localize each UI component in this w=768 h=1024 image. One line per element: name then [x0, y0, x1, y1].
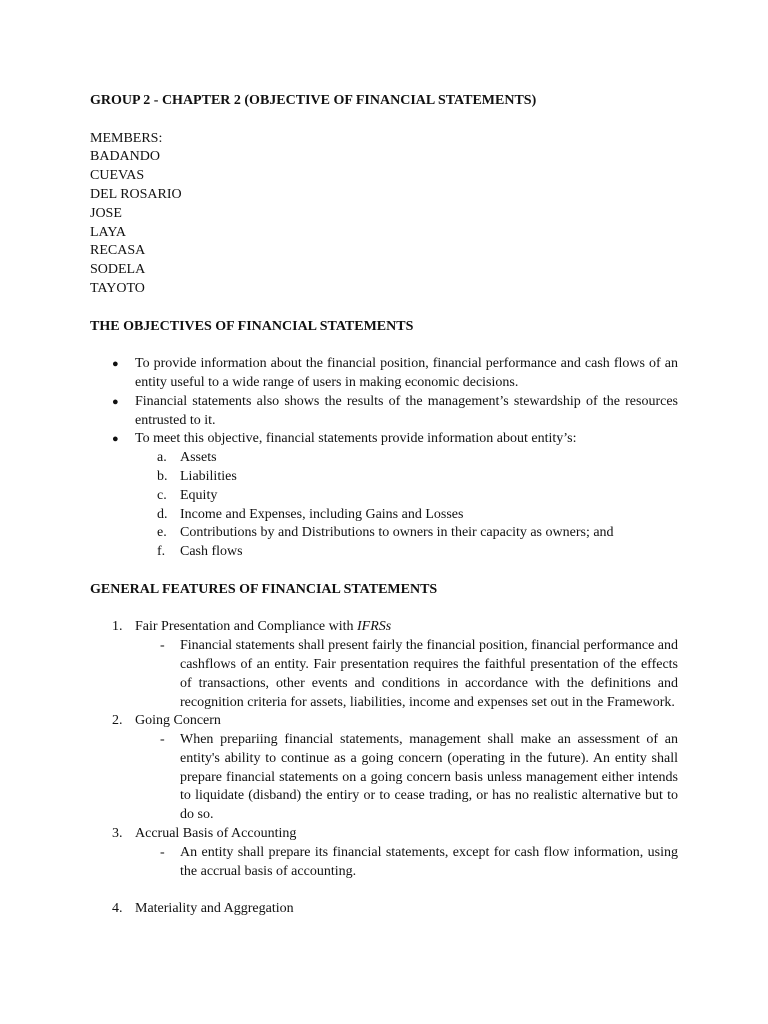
- sub-item-text: Equity: [180, 487, 218, 503]
- dash-marker: -: [160, 638, 165, 654]
- feature-title: Fair Presentation and Compliance with: [135, 619, 358, 635]
- list-item: [135, 543, 678, 562]
- member-name: RECASA: [90, 243, 146, 259]
- list-number: 2.: [112, 713, 123, 729]
- list-marker: e.: [157, 525, 167, 541]
- list-marker: c.: [157, 487, 167, 503]
- member-name: CUEVAS: [90, 168, 145, 184]
- dash-marker: -: [160, 844, 165, 860]
- list-item: [90, 355, 678, 393]
- sub-item-text: Cash flows: [180, 544, 243, 560]
- member-name: LAYA: [90, 224, 127, 240]
- member-name: SODELA: [90, 262, 146, 278]
- feature-title: Materiality and Aggregation: [135, 901, 294, 917]
- sub-item-text: Liabilities: [180, 468, 237, 484]
- member-name: JOSE: [90, 205, 122, 221]
- document-page: [90, 92, 678, 919]
- member-name: DEL ROSARIO: [90, 186, 182, 202]
- members-block: [90, 130, 678, 299]
- list-item: [135, 468, 678, 487]
- list-item: [90, 712, 678, 825]
- document-title: GROUP 2 - CHAPTER 2 (OBJECTIVE OF FINANCIAL STATEMENTS): [90, 93, 537, 108]
- list-item: [90, 393, 678, 431]
- sub-item-text: Contributions by and Distributions to owners in their capacity as owners; and: [180, 525, 614, 541]
- bullet-icon: ●: [112, 433, 119, 446]
- list-marker: b.: [157, 468, 168, 484]
- list-number: 3.: [112, 826, 123, 842]
- feature-detail: [135, 731, 678, 825]
- list-item: [90, 825, 678, 881]
- feature-title-italic: IFRSs: [357, 619, 392, 635]
- feature-detail-text: An entity shall prepare its financial statements, except for cash flow information, using the accrual basis of accounting.: [180, 844, 678, 879]
- feature-detail-text: When prepariing financial statements, management shall make an assessment of an entity's ability to continue as a going concern (operating in the future). An entity shall prepare financial statements on a going concern basis unless management either intends to liquidate (disband) the entiry or to cease trading, or has no realistic alternative but to do so.: [180, 732, 678, 823]
- list-number: 1.: [112, 619, 123, 635]
- objectives-heading: THE OBJECTIVES OF FINANCIAL STATEMENTS: [90, 318, 414, 334]
- member-name: BADANDO: [90, 149, 160, 165]
- members-label: MEMBERS:: [90, 130, 163, 146]
- list-number: 4.: [112, 901, 123, 917]
- list-item: [135, 506, 678, 525]
- feature-title: Accrual Basis of Accounting: [135, 826, 297, 842]
- list-marker: f.: [157, 544, 166, 560]
- objective-text: To meet this objective, financial statements provide information about entity’s:: [135, 431, 577, 447]
- list-item: [135, 524, 678, 543]
- list-marker: d.: [157, 506, 168, 522]
- objective-text: To provide information about the financial position, financial performance and cash flows of an entity useful to a wide range of users in making economic decisions.: [135, 356, 678, 390]
- objective-sublist: [135, 449, 678, 562]
- feature-detail-text: Financial statements shall present fairly the financial position, financial performance and cashflows of an entity. Fair presentation requires the faithful presentation of the effects of transactions, other events and conditions in accordance with the definitions and recognition criteria for assets, liabilities, income and expenses set out in the Framework.: [180, 638, 678, 710]
- sub-item-text: Income and Expenses, including Gains and Losses: [180, 506, 464, 522]
- list-item: [90, 618, 678, 712]
- features-list: [90, 618, 678, 919]
- list-item: [90, 430, 678, 562]
- features-heading: GENERAL FEATURES OF FINANCIAL STATEMENTS: [90, 581, 438, 597]
- member-name: TAYOTO: [90, 280, 145, 296]
- list-item: [90, 900, 678, 919]
- bullet-icon: ●: [112, 358, 119, 371]
- sub-item-text: Assets: [180, 450, 217, 466]
- list-marker: a.: [157, 450, 167, 466]
- objective-text: Financial statements also shows the results of the management’s stewardship of the resources entrusted to it.: [135, 393, 678, 428]
- objectives-list: [90, 355, 678, 562]
- dash-marker: -: [160, 732, 165, 748]
- bullet-icon: ●: [112, 395, 119, 408]
- list-item: [135, 449, 678, 468]
- feature-detail: [135, 637, 678, 712]
- list-item: [135, 487, 678, 506]
- feature-title: Going Concern: [135, 713, 221, 729]
- feature-detail: [135, 844, 678, 882]
